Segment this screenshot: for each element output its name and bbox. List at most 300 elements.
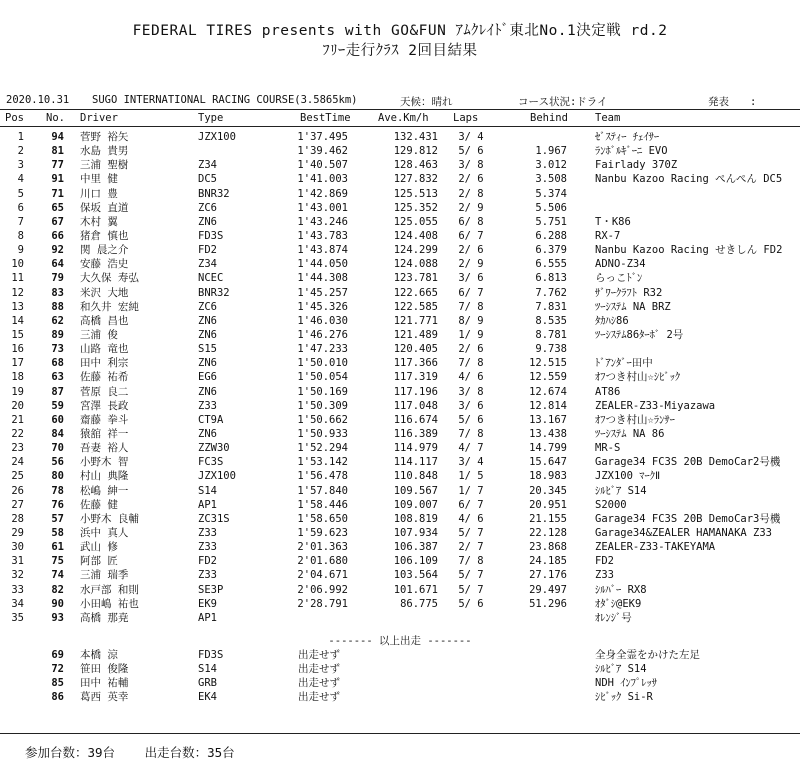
result-type: ZN6 [198, 314, 217, 327]
result-behind: 12.814 [529, 399, 567, 412]
table-row [0, 554, 800, 568]
result-pos: 23 [11, 442, 24, 455]
result-number: 63 [51, 371, 64, 384]
result-number: 90 [51, 597, 64, 610]
result-driver: 水島 貴男 [80, 145, 129, 158]
result-team: Fairlady 370Z [595, 159, 678, 172]
non-starter-driver: 葛西 英幸 [80, 691, 129, 704]
result-behind: 5.751 [535, 215, 567, 228]
result-avg-speed: 128.463 [393, 159, 438, 172]
result-avg-speed: 123.781 [393, 272, 438, 285]
result-driver: 佐藤 祐希 [80, 371, 129, 384]
header-ave: Ave.Km/h [378, 112, 429, 124]
table-row [0, 441, 800, 455]
result-driver: 浜中 真人 [80, 526, 129, 539]
result-pos: 25 [11, 470, 24, 483]
result-team: ｼﾙﾋﾞｱ S14 [595, 484, 647, 497]
result-pos: 14 [11, 314, 24, 327]
result-pos: 1 [17, 131, 24, 143]
header-laps: Laps [453, 112, 479, 124]
result-team: ﾂｰｼｽﾃﾑ86ﾀｰﾎﾞ 2号 [595, 328, 684, 341]
result-pos: 3 [17, 159, 24, 172]
table-header [0, 112, 800, 126]
result-besttime: 1'46.276 [297, 328, 348, 341]
result-laps: 7/ 8 [458, 300, 484, 313]
result-avg-speed: 129.812 [393, 145, 438, 158]
result-team: ﾀｶﾊｼ86 [595, 314, 629, 327]
result-besttime: 1'53.142 [297, 456, 348, 469]
result-type: ZN6 [198, 385, 217, 398]
result-laps: 4/ 6 [458, 512, 484, 525]
result-team: ｵﾀﾞｼ@EK9 [595, 597, 642, 610]
result-number: 94 [51, 131, 64, 143]
table-row [0, 243, 800, 257]
result-team: FD2 [595, 555, 614, 568]
result-type: JZX100 [198, 470, 236, 483]
result-pos: 34 [11, 597, 24, 610]
result-driver: 小田嶋 祐也 [80, 597, 139, 610]
starter-count: 出走台数：35台 [144, 745, 235, 760]
result-behind: 3.508 [535, 173, 567, 186]
result-avg-speed: 122.665 [393, 286, 438, 299]
result-type: ZC6 [198, 201, 217, 214]
result-avg-speed: 124.088 [393, 258, 438, 271]
result-laps: 6/ 7 [458, 498, 484, 511]
table-row [0, 690, 800, 704]
non-starter-team: 全身全霊をかけた左足 [595, 649, 700, 661]
result-avg-speed: 124.299 [393, 244, 438, 257]
result-driver: 三浦 俊 [80, 328, 118, 341]
result-avg-speed: 116.389 [393, 427, 438, 440]
header-behind: Behind [530, 112, 568, 124]
table-row [0, 611, 800, 625]
result-team: ｼﾙﾊﾞｰ RX8 [595, 583, 647, 596]
result-laps: 7/ 8 [458, 555, 484, 568]
result-avg-speed: 117.366 [393, 357, 438, 370]
result-number: 89 [51, 328, 64, 341]
result-laps: 3/ 6 [458, 399, 484, 412]
result-driver: 猪倉 慎也 [80, 229, 129, 242]
result-pos: 17 [11, 357, 24, 370]
header-type: Type [198, 112, 224, 124]
header-team: Team [595, 112, 621, 124]
result-driver: 三浦 瑞季 [80, 569, 129, 582]
result-besttime: 1'44.050 [297, 258, 348, 271]
result-behind: 6.379 [535, 244, 567, 257]
result-behind: 21.155 [529, 512, 567, 525]
result-besttime: 1'39.462 [297, 145, 348, 158]
result-team: Nanbu Kazoo Racing ぺんぺん DC5 [595, 173, 783, 186]
result-type: ZZW30 [198, 442, 230, 455]
result-driver: 田中 利宗 [80, 357, 129, 370]
non-starter-type: EK4 [198, 691, 217, 704]
results-table [0, 130, 800, 625]
page-subtitle: ﾌﾘｰ走行ｸﾗｽ 2回目結果 [322, 43, 478, 59]
result-laps: 6/ 8 [458, 215, 484, 228]
result-laps: 2/ 9 [458, 201, 484, 214]
result-behind: 20.345 [529, 484, 567, 497]
non-starter-driver: 田中 祐輔 [80, 677, 129, 690]
result-behind: 5.374 [535, 187, 567, 200]
result-number: 88 [51, 300, 64, 313]
result-besttime: 2'04.671 [297, 569, 348, 582]
divider [0, 126, 800, 127]
result-driver: 小野木 良輔 [80, 512, 139, 525]
result-type: JZX100 [198, 131, 236, 143]
result-number: 67 [51, 215, 64, 228]
result-number: 66 [51, 229, 64, 242]
result-number: 87 [51, 385, 64, 398]
result-driver: 阿部 匠 [80, 555, 118, 568]
result-pos: 20 [11, 399, 24, 412]
result-behind: 15.647 [529, 456, 567, 469]
result-behind: 22.128 [529, 526, 567, 539]
result-type: Z33 [198, 399, 217, 412]
result-driver: 木村 翼 [80, 215, 118, 228]
result-pos: 28 [11, 512, 24, 525]
result-avg-speed: 106.387 [393, 541, 438, 554]
result-besttime: 1'43.783 [297, 229, 348, 242]
result-avg-speed: 127.832 [393, 173, 438, 186]
result-besttime: 1'52.294 [297, 442, 348, 455]
non-starter-number: 72 [51, 663, 64, 676]
result-type: EG6 [198, 371, 217, 384]
result-team: ZEALER-Z33-Miyazawa [595, 399, 716, 412]
table-row [0, 648, 800, 662]
result-team: Garage34 FC3S 20B DemoCar3号機 [595, 512, 781, 525]
result-pos: 21 [11, 413, 24, 426]
result-behind: 5.506 [535, 201, 567, 214]
result-pos: 18 [11, 371, 24, 384]
non-starter-team: ｼﾙﾋﾞｱ S14 [595, 663, 647, 676]
result-behind: 3.012 [535, 159, 567, 172]
divider [0, 733, 800, 734]
result-laps: 5/ 7 [458, 569, 484, 582]
result-driver: 松嶋 紳一 [80, 484, 129, 497]
result-avg-speed: 117.048 [393, 399, 438, 412]
result-avg-speed: 106.109 [393, 555, 438, 568]
result-type: FD2 [198, 555, 217, 568]
result-besttime: 1'50.010 [297, 357, 348, 370]
result-number: 57 [51, 512, 64, 525]
result-behind: 7.831 [535, 300, 567, 313]
table-row [0, 469, 800, 483]
table-row [0, 271, 800, 285]
result-pos: 9 [17, 244, 24, 257]
non-starter-status: 出走せず [298, 691, 340, 704]
table-row [0, 413, 800, 427]
non-starter-driver: 笹田 俊隆 [80, 663, 129, 676]
course-name: SUGO INTERNATIONAL RACING COURSE(3.5865km) [92, 94, 358, 106]
table-row [0, 356, 800, 370]
result-driver: 武山 修 [80, 541, 118, 554]
result-laps: 7/ 8 [458, 427, 484, 440]
table-row [0, 568, 800, 582]
result-type: Z33 [198, 569, 217, 582]
non-starter-type: GRB [198, 677, 217, 690]
result-pos: 22 [11, 427, 24, 440]
result-team: ｻﾞﾜｰｸﾗﾌﾄ R32 [595, 286, 663, 299]
result-besttime: 2'01.363 [297, 541, 348, 554]
divider [0, 109, 800, 110]
result-laps: 1/ 9 [458, 328, 484, 341]
table-row [0, 370, 800, 384]
table-row [0, 286, 800, 300]
result-team: JZX100 ﾏｰｸⅡ [595, 470, 661, 483]
result-driver: 安藤 浩史 [80, 258, 129, 271]
result-besttime: 1'43.001 [297, 201, 348, 214]
non-starter-status: 出走せず [298, 649, 340, 661]
result-type: ZN6 [198, 427, 217, 440]
result-type: AP1 [198, 611, 217, 624]
non-starter-number: 86 [51, 691, 64, 704]
result-driver: 村山 典隆 [80, 470, 129, 483]
result-driver: 猿舘 祥一 [80, 427, 129, 440]
result-driver: 保坂 直道 [80, 201, 129, 214]
result-driver: 水戸部 和則 [80, 583, 139, 596]
entry-count: 参加台数：39台 [25, 745, 116, 760]
result-laps: 2/ 6 [458, 343, 484, 356]
result-avg-speed: 125.513 [393, 187, 438, 200]
table-row [0, 158, 800, 172]
result-type: ZC6 [198, 300, 217, 313]
result-avg-speed: 114.117 [393, 456, 438, 469]
non-starter-number: 85 [51, 677, 64, 690]
result-avg-speed: 120.405 [393, 343, 438, 356]
result-avg-speed: 122.585 [393, 300, 438, 313]
result-avg-speed: 107.934 [393, 526, 438, 539]
result-type: Z33 [198, 526, 217, 539]
page-title: FEDERAL TIRES presents with GO&FUN ｱﾑｸﾚｲﾄﾞ東北No.1決定戦 rd.2 [132, 23, 668, 39]
result-avg-speed: 124.408 [393, 229, 438, 242]
result-number: 71 [51, 187, 64, 200]
table-row [0, 540, 800, 554]
result-driver: 山路 竜也 [80, 343, 129, 356]
table-row [0, 201, 800, 215]
result-type: NCEC [198, 272, 224, 285]
result-driver: 関 晨之介 [80, 244, 129, 257]
result-driver: 宮澤 長政 [80, 399, 129, 412]
result-number: 91 [51, 173, 64, 186]
result-besttime: 1'46.030 [297, 314, 348, 327]
result-laps: 3/ 8 [458, 385, 484, 398]
result-avg-speed: 132.431 [393, 131, 438, 143]
result-number: 70 [51, 442, 64, 455]
result-team: ｵﾌつき村山☆ﾗﾝｻｰ [595, 413, 675, 426]
result-team: ｾﾞｽﾃｨｰ ﾁｪｲｻｰ [595, 131, 660, 143]
result-avg-speed: 109.567 [393, 484, 438, 497]
table-row [0, 342, 800, 356]
result-team: RX-7 [595, 229, 621, 242]
result-number: 59 [51, 399, 64, 412]
result-avg-speed: 121.771 [393, 314, 438, 327]
result-besttime: 1'59.623 [297, 526, 348, 539]
result-pos: 35 [11, 611, 24, 624]
result-pos: 31 [11, 555, 24, 568]
header-pos: Pos [5, 112, 24, 124]
result-team: ｵﾚﾝｼﾞ号 [595, 611, 632, 624]
result-besttime: 1'43.874 [297, 244, 348, 257]
result-avg-speed: 114.979 [393, 442, 438, 455]
result-avg-speed: 101.671 [393, 583, 438, 596]
result-behind: 20.951 [529, 498, 567, 511]
result-laps: 8/ 9 [458, 314, 484, 327]
result-pos: 11 [11, 272, 24, 285]
result-avg-speed: 109.007 [393, 498, 438, 511]
result-number: 81 [51, 145, 64, 158]
table-row [0, 144, 800, 158]
result-avg-speed: 121.489 [393, 328, 438, 341]
result-laps: 6/ 7 [458, 286, 484, 299]
result-type: SE3P [198, 583, 224, 596]
table-row [0, 130, 800, 144]
result-laps: 7/ 8 [458, 357, 484, 370]
result-besttime: 1'40.507 [297, 159, 348, 172]
result-number: 77 [51, 159, 64, 172]
result-type: FC3S [198, 456, 224, 469]
non-starter-status: 出走せず [298, 677, 340, 690]
result-besttime: 1'57.840 [297, 484, 348, 497]
result-pos: 15 [11, 328, 24, 341]
result-pos: 32 [11, 569, 24, 582]
result-number: 79 [51, 272, 64, 285]
result-number: 58 [51, 526, 64, 539]
result-laps: 2/ 9 [458, 258, 484, 271]
result-type: Z34 [198, 159, 217, 172]
event-info-bar [0, 94, 800, 108]
result-type: FD3S [198, 229, 224, 242]
non-starter-number: 69 [51, 649, 64, 661]
result-driver: 和久井 宏純 [80, 300, 139, 313]
result-team: S2000 [595, 498, 627, 511]
result-number: 76 [51, 498, 64, 511]
non-starter-team: NDH ｲﾝﾌﾟﾚｯｻ [595, 677, 658, 690]
result-pos: 26 [11, 484, 24, 497]
result-behind: 6.813 [535, 272, 567, 285]
result-besttime: 1'56.478 [297, 470, 348, 483]
result-number: 68 [51, 357, 64, 370]
result-besttime: 1'43.246 [297, 215, 348, 228]
result-driver: 吾妻 裕人 [80, 442, 129, 455]
result-laps: 2/ 6 [458, 173, 484, 186]
result-pos: 12 [11, 286, 24, 299]
result-laps: 3/ 6 [458, 272, 484, 285]
result-team: T・K86 [595, 215, 631, 228]
result-behind: 8.535 [535, 314, 567, 327]
result-besttime: 1'58.650 [297, 512, 348, 525]
result-team: ﾂｰｼｽﾃﾑ NA 86 [595, 427, 665, 440]
table-row [0, 215, 800, 229]
result-laps: 5/ 7 [458, 583, 484, 596]
weather: 天候：晴れ [400, 96, 453, 108]
result-type: Z34 [198, 258, 217, 271]
result-besttime: 1'37.495 [297, 131, 348, 143]
result-number: 75 [51, 555, 64, 568]
result-avg-speed: 110.848 [393, 470, 438, 483]
result-besttime: 1'50.933 [297, 427, 348, 440]
result-behind: 23.868 [529, 541, 567, 554]
course-condition: コース状況:ドライ [518, 96, 608, 108]
result-pos: 4 [17, 173, 24, 186]
table-row [0, 484, 800, 498]
result-driver: 小野木 智 [80, 456, 129, 469]
table-row [0, 385, 800, 399]
result-besttime: 1'45.257 [297, 286, 348, 299]
result-behind: 12.674 [529, 385, 567, 398]
result-type: S15 [198, 343, 217, 356]
table-row [0, 583, 800, 597]
result-avg-speed: 116.674 [393, 413, 438, 426]
result-besttime: 1'50.309 [297, 399, 348, 412]
result-behind: 18.983 [529, 470, 567, 483]
result-team: AT86 [595, 385, 621, 398]
result-driver: 高橋 那尭 [80, 611, 129, 624]
result-driver: 中里 健 [80, 173, 118, 186]
result-team: Nanbu Kazoo Racing せきしん FD2 [595, 244, 783, 257]
result-laps: 2/ 6 [458, 244, 484, 257]
result-besttime: 2'28.791 [297, 597, 348, 610]
result-pos: 16 [11, 343, 24, 356]
table-row [0, 314, 800, 328]
non-starter-status: 出走せず [298, 663, 340, 676]
result-number: 61 [51, 541, 64, 554]
result-number: 78 [51, 484, 64, 497]
table-row [0, 662, 800, 676]
non-starter-type: FD3S [198, 649, 224, 661]
result-pos: 33 [11, 583, 24, 596]
result-laps: 5/ 7 [458, 526, 484, 539]
header-driver: Driver [80, 112, 118, 124]
result-avg-speed: 117.196 [393, 385, 438, 398]
result-behind: 13.438 [529, 427, 567, 440]
table-row [0, 399, 800, 413]
result-team: ﾗﾝﾎﾞﾙｷﾞｰﾆ EVO [595, 145, 668, 158]
result-besttime: 1'47.233 [297, 343, 348, 356]
result-team: MR-S [595, 442, 621, 455]
result-laps: 3/ 4 [458, 131, 484, 143]
table-row [0, 498, 800, 512]
result-pos: 2 [17, 145, 24, 158]
result-number: 56 [51, 456, 64, 469]
result-driver: 佐藤 健 [80, 498, 118, 511]
result-type: DC5 [198, 173, 217, 186]
result-type: CT9A [198, 413, 224, 426]
result-number: 92 [51, 244, 64, 257]
result-number: 74 [51, 569, 64, 582]
result-driver: 齋藤 拳斗 [80, 413, 129, 426]
result-avg-speed: 108.819 [393, 512, 438, 525]
result-behind: 14.799 [529, 442, 567, 455]
table-row [0, 597, 800, 611]
result-number: 65 [51, 201, 64, 214]
result-type: EK9 [198, 597, 217, 610]
result-pos: 27 [11, 498, 24, 511]
header-no: No. [46, 112, 65, 124]
result-avg-speed: 103.564 [393, 569, 438, 582]
result-pos: 6 [17, 201, 24, 214]
result-pos: 13 [11, 300, 24, 313]
result-number: 83 [51, 286, 64, 299]
result-besttime: 1'45.326 [297, 300, 348, 313]
result-team: ADNO-Z34 [595, 258, 646, 271]
result-behind: 13.167 [529, 413, 567, 426]
table-row [0, 328, 800, 342]
result-avg-speed: 125.055 [393, 215, 438, 228]
table-row [0, 427, 800, 441]
non-starter-driver: 本橋 涼 [80, 649, 118, 661]
result-pos: 19 [11, 385, 24, 398]
result-driver: 大久保 寿弘 [80, 272, 139, 285]
